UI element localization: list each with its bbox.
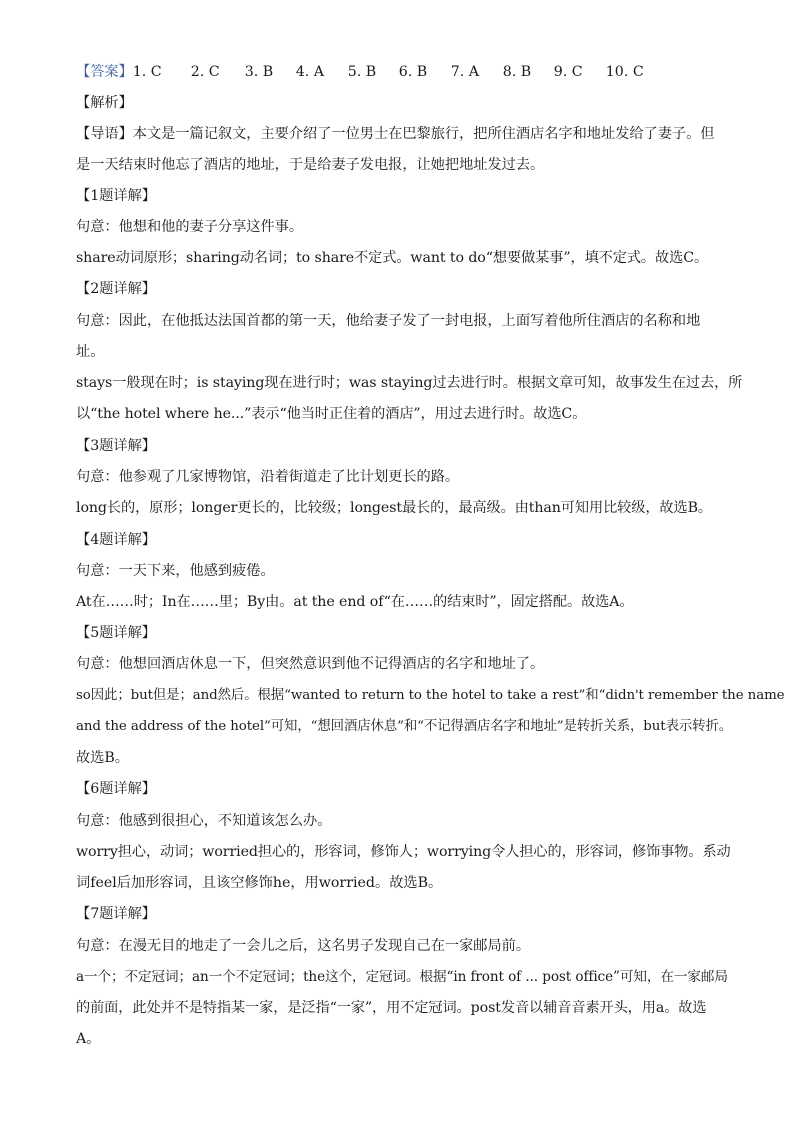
q1-heading: 【1题详解】: [76, 188, 156, 204]
q6-explanation-2: 词feel后加形容词，且该空修饰he，用worried。故选B。: [76, 875, 443, 891]
intro-line-2: 是一天结束时他忘了酒店的地址，于是给妻子发电报，让她把地址发过去。: [76, 157, 545, 173]
answer-label: 【答案】: [76, 64, 133, 80]
answer-item: 5. B: [347, 64, 377, 80]
q5-explanation-1: so因此；but但是；and然后。根据“wanted to return to the hotel to take a rest”和“didn't remember the name: [76, 688, 785, 703]
q3-explanation: long长的，原形；longer更长的，比较级；longest最长的，最高级。由than可知用比较级，故选B。: [76, 500, 713, 516]
answer-item: 7. A: [450, 64, 480, 80]
answer-item: 3. B: [244, 64, 274, 80]
q4-heading: 【4题详解】: [76, 532, 156, 548]
q6-meaning: 句意：他感到很担心，不知道该怎么办。: [76, 813, 332, 829]
q6-heading: 【6题详解】: [76, 781, 156, 797]
q2-meaning-1: 句意：因此，在他抵达法国首都的第一天，他给妻子发了一封电报，上面写着他所住酒店的名称和地: [76, 313, 701, 329]
q1-meaning: 句意：他想和他的妻子分享这件事。: [76, 219, 304, 235]
answer-item: 9. C: [553, 64, 583, 80]
q4-explanation: At在……时；In在……里；By由。at the end of“在……的结束时”，固定搭配。故选A。: [76, 594, 634, 610]
q2-explanation-2: 以“the hotel where he...”表示“他当时正住着的酒店”，用过去进行时。故选C。: [76, 406, 587, 422]
q7-explanation-2: 的前面，此处并不是特指某一家，是泛指“一家”，用不定冠词。post发音以辅音音素开头，用a。故选: [76, 1000, 707, 1016]
q5-heading: 【5题详解】: [76, 625, 156, 641]
q6-explanation-1: worry担心，动词；worried担心的，形容词，修饰人；worrying令人担心的，形容词，修饰事物。系动: [76, 844, 731, 860]
answer-item: 8. B: [502, 64, 532, 80]
answer-item: 6. B: [398, 64, 428, 80]
answer-item: 2. C: [190, 64, 220, 80]
q5-explanation-2: and the address of the hotel”可知，“想回酒店休息”和“不记得酒店名字和地址”是转折关系，but表示转折。: [76, 719, 733, 734]
q2-heading: 【2题详解】: [76, 281, 156, 297]
q4-meaning: 句意：一天下来，他感到疲倦。: [76, 563, 275, 579]
q5-meaning: 句意：他想回酒店休息一下，但突然意识到他不记得酒店的名字和地址了。: [76, 656, 545, 672]
q2-explanation-1: stays一般现在时；is staying现在进行时；was staying过去进行时。根据文章可知，故事发生在过去，所: [76, 375, 743, 391]
q7-meaning: 句意：在漫无目的地走了一会儿之后，这名男子发现自己在一家邮局前。: [76, 938, 531, 954]
q7-heading: 【7题详解】: [76, 906, 156, 922]
intro-line-1: 【导语】本文是一篇记叙文，主要介绍了一位男士在巴黎旅行，把所住酒店名字和地址发给了妻子。但: [76, 126, 715, 142]
q3-meaning: 句意：他参观了几家博物馆，沿着街道走了比计划更长的路。: [76, 469, 460, 485]
answer-item: 4. A: [295, 64, 325, 80]
analysis-heading: 【解析】: [76, 95, 133, 111]
q7-explanation-1: a一个；不定冠词；an一个不定冠词；the这个，定冠词。根据“in front of ... post office”可知，在一家邮局: [76, 969, 728, 985]
q1-explanation: share动词原形；sharing动名词；to share不定式。want to do“想要做某事”，填不定式。故选C。: [76, 250, 709, 266]
q2-meaning-2: 址。: [76, 344, 105, 360]
q3-heading: 【3题详解】: [76, 438, 156, 454]
q7-explanation-3: A。: [76, 1031, 101, 1047]
answer-line: [76, 62, 734, 82]
answer-item: 10. C: [605, 64, 644, 80]
answer-item: 1. C: [132, 64, 162, 80]
q5-explanation-3: 故选B。: [76, 750, 129, 766]
